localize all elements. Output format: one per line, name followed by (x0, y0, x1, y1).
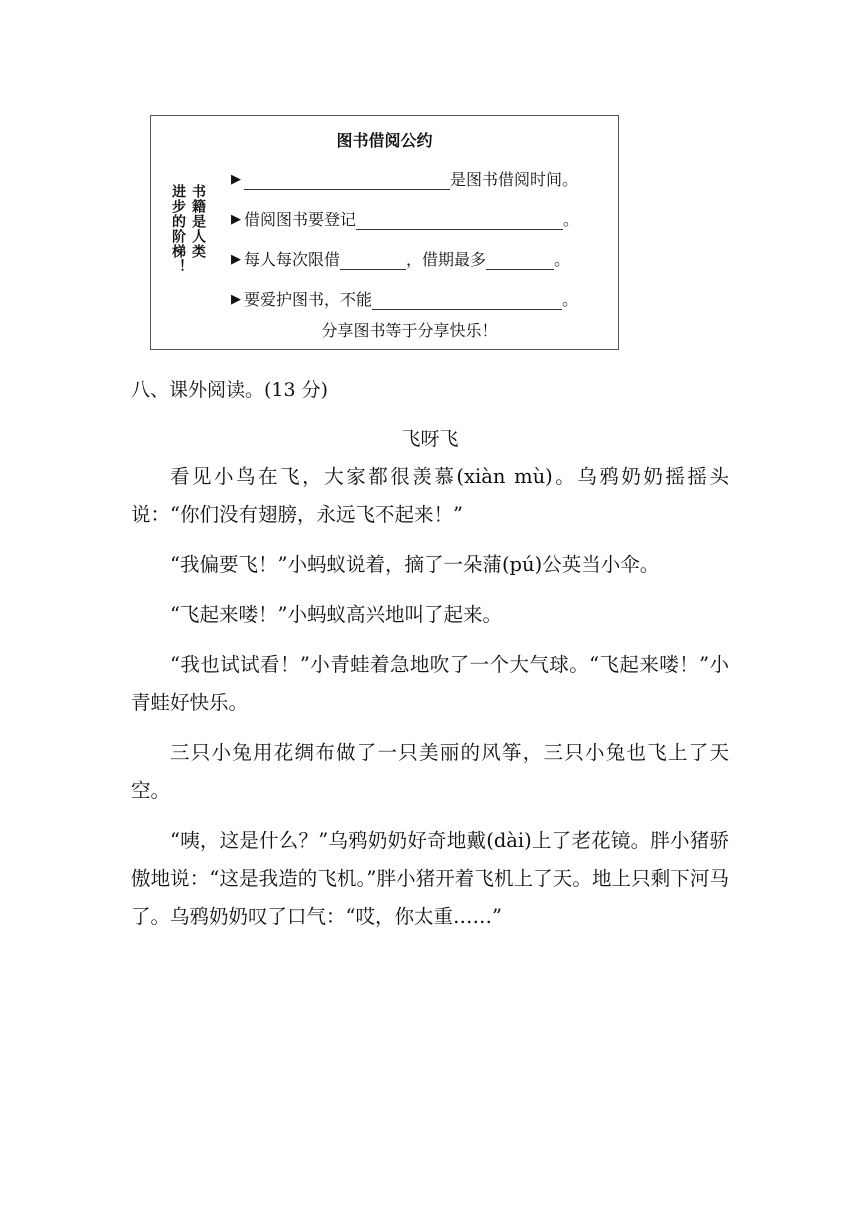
rule-text: 。 (554, 250, 571, 269)
fill-blank-loan-period[interactable] (486, 251, 554, 270)
story-paragraph: “我偏要飞！”小蚂蚁说着，摘了一朵蒲(pú)公英当小伞。 (170, 553, 660, 576)
story-title: 飞呀飞 (401, 428, 459, 450)
rule-registration (231, 206, 602, 230)
story-paragraph: “飞起来喽！”小蚂蚁高兴地叫了起来。 (170, 603, 502, 626)
library-rules-box (150, 115, 619, 350)
rule-text: 是图书借阅时间。 (450, 170, 579, 189)
fill-blank-book-count[interactable] (340, 251, 406, 270)
rule-borrow-limit (231, 246, 602, 270)
rule-book-care (231, 286, 602, 310)
story-paragraph: 三只小兔用花绸布做了一只美丽的风筝，三只小兔也飞上了天空。 (131, 741, 729, 802)
rule-text: 。 (562, 290, 579, 309)
triangle-bullet-icon: ▶ (231, 172, 241, 187)
rule-borrow-time (231, 166, 602, 190)
section-heading: 八、课外阅读。(13 分) (131, 379, 329, 401)
triangle-bullet-icon: ▶ (231, 212, 241, 227)
slogan-line-1: 书籍是人类 (190, 184, 206, 259)
slogan-line-2: 进步的阶梯！ (170, 184, 186, 274)
story-paragraph: “我也试试看！”小青蛙着急地吹了一个大气球。“飞起来喽！”小青蛙好快乐。 (131, 653, 729, 714)
fill-blank-borrow-time[interactable] (244, 171, 450, 190)
rule-text: 。 (563, 210, 580, 229)
story-paragraph: 看见小鸟在飞，大家都很羡慕(xiàn mù)。乌鸦奶奶摇摇头说：“你们没有翅膀，永远飞不起来！” (131, 465, 729, 526)
story-paragraph: “咦，这是什么？”乌鸦奶奶好奇地戴(dài)上了老花镜。胖小猪骄傲地说：“这是我造的飞机。”胖小猪开着飞机上了天。地上只剩下河马了。乌鸦奶奶叹了口气：“哎，你太重……” (131, 829, 729, 928)
rule-text: ，借期最多 (406, 250, 487, 269)
slogan (169, 184, 207, 274)
fill-blank-book-care[interactable] (372, 291, 562, 310)
rule-text: 每人每次限借 (244, 250, 341, 269)
rule-text: 借阅图书要登记 (244, 210, 357, 229)
rule-text: 要爱护图书，不能 (244, 290, 373, 309)
triangle-bullet-icon: ▶ (231, 292, 241, 307)
fill-blank-registration[interactable] (356, 211, 563, 230)
triangle-bullet-icon: ▶ (231, 252, 241, 267)
story-body (131, 458, 729, 948)
notice-footer: 分享图书等于分享快乐！ (321, 321, 498, 340)
notice-title: 图书借阅公约 (336, 131, 433, 150)
